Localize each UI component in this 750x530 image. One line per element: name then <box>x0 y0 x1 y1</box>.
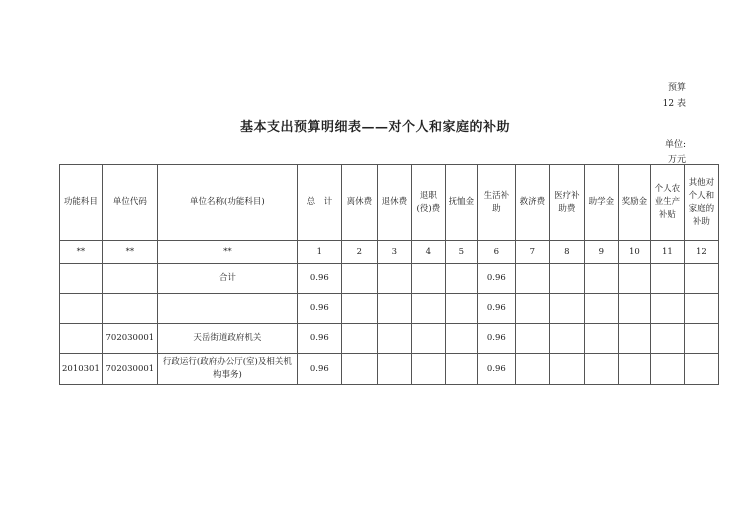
empty-cell <box>684 324 718 354</box>
doc-ref-line1: 预算 <box>667 83 686 93</box>
empty-cell <box>549 354 584 385</box>
unit-name-cell: 行政运行(政府办公厅(室)及相关机构事务) <box>157 354 297 385</box>
living-subsidy-cell: 0.96 <box>477 324 515 354</box>
page-title: 基本支出预算明细表——对个人和家庭的补助 <box>239 120 510 135</box>
table-row <box>60 354 719 385</box>
table-row <box>60 264 719 294</box>
unit-name-cell: 合计 <box>157 264 297 294</box>
doc-ref-line2: 12 表 <box>662 99 686 109</box>
index-cell: ** <box>60 241 103 264</box>
header-cell: 个人农业生产补贴 <box>650 165 684 241</box>
index-cell: ** <box>102 241 157 264</box>
empty-cell <box>341 354 377 385</box>
index-cell: 2 <box>341 241 377 264</box>
index-cell: 6 <box>477 241 515 264</box>
empty-cell <box>684 354 718 385</box>
empty-cell <box>377 294 411 324</box>
total-cell: 0.96 <box>297 264 341 294</box>
header-cell: 总 计 <box>297 165 341 241</box>
empty-cell <box>377 354 411 385</box>
header-cell: 单位名称(功能科目) <box>157 165 297 241</box>
header-cell: 单位代码 <box>102 165 157 241</box>
empty-cell <box>377 324 411 354</box>
header-cell: 生活补助 <box>477 165 515 241</box>
empty-cell <box>650 294 684 324</box>
header-cell: 助学金 <box>584 165 618 241</box>
empty-cell <box>341 324 377 354</box>
func-code-cell <box>60 324 103 354</box>
unit-label-text: 单位: <box>664 140 686 150</box>
empty-cell <box>411 354 445 385</box>
unit-value-text: 万元 <box>667 155 686 165</box>
table-row <box>60 324 719 354</box>
header-cell: 医疗补助费 <box>549 165 584 241</box>
empty-cell <box>411 324 445 354</box>
empty-cell <box>684 294 718 324</box>
unit-code-cell: 702030001 <box>102 354 157 385</box>
empty-cell <box>341 264 377 294</box>
empty-cell <box>341 294 377 324</box>
empty-cell <box>618 324 650 354</box>
empty-cell <box>445 294 477 324</box>
empty-cell <box>515 294 549 324</box>
living-subsidy-cell: 0.96 <box>477 264 515 294</box>
header-cell: 功能科目 <box>60 165 103 241</box>
index-cell: 8 <box>549 241 584 264</box>
empty-cell <box>618 294 650 324</box>
empty-cell <box>618 354 650 385</box>
unit-code-cell <box>102 264 157 294</box>
header-cell: 离休费 <box>341 165 377 241</box>
header-cell: 抚恤金 <box>445 165 477 241</box>
header-cell: 退职(役)费 <box>411 165 445 241</box>
document-reference <box>663 80 686 112</box>
index-row <box>60 241 719 264</box>
table-row <box>60 294 719 324</box>
header-cell: 救济费 <box>515 165 549 241</box>
header-cell: 其他对个人和家庭的补助 <box>684 165 718 241</box>
empty-cell <box>650 354 684 385</box>
empty-cell <box>584 324 618 354</box>
unit-name-cell: 天岳街道政府机关 <box>157 324 297 354</box>
total-cell: 0.96 <box>297 294 341 324</box>
empty-cell <box>515 264 549 294</box>
living-subsidy-cell: 0.96 <box>477 294 515 324</box>
empty-cell <box>618 264 650 294</box>
func-code-cell <box>60 264 103 294</box>
empty-cell <box>377 264 411 294</box>
total-cell: 0.96 <box>297 354 341 385</box>
index-cell: 5 <box>445 241 477 264</box>
empty-cell <box>411 294 445 324</box>
func-code-cell: 2010301 <box>60 354 103 385</box>
index-cell: ** <box>157 241 297 264</box>
unit-name-cell <box>157 294 297 324</box>
index-cell: 7 <box>515 241 549 264</box>
index-cell: 4 <box>411 241 445 264</box>
header-cell: 退休费 <box>377 165 411 241</box>
unit-code-cell <box>102 294 157 324</box>
empty-cell <box>584 264 618 294</box>
empty-cell <box>650 324 684 354</box>
header-row <box>60 165 719 241</box>
empty-cell <box>445 324 477 354</box>
index-cell: 11 <box>650 241 684 264</box>
empty-cell <box>549 324 584 354</box>
empty-cell <box>584 354 618 385</box>
empty-cell <box>650 264 684 294</box>
unit-code-cell: 702030001 <box>102 324 157 354</box>
empty-cell <box>584 294 618 324</box>
budget-table <box>59 164 719 385</box>
header-cell: 奖励金 <box>618 165 650 241</box>
index-cell: 1 <box>297 241 341 264</box>
index-cell: 9 <box>584 241 618 264</box>
empty-cell <box>515 324 549 354</box>
living-subsidy-cell: 0.96 <box>477 354 515 385</box>
empty-cell <box>549 294 584 324</box>
index-cell: 3 <box>377 241 411 264</box>
empty-cell <box>445 264 477 294</box>
index-cell: 12 <box>684 241 718 264</box>
index-cell: 10 <box>618 241 650 264</box>
func-code-cell <box>60 294 103 324</box>
empty-cell <box>411 264 445 294</box>
empty-cell <box>445 354 477 385</box>
empty-cell <box>684 264 718 294</box>
empty-cell <box>549 264 584 294</box>
total-cell: 0.96 <box>297 324 341 354</box>
empty-cell <box>515 354 549 385</box>
